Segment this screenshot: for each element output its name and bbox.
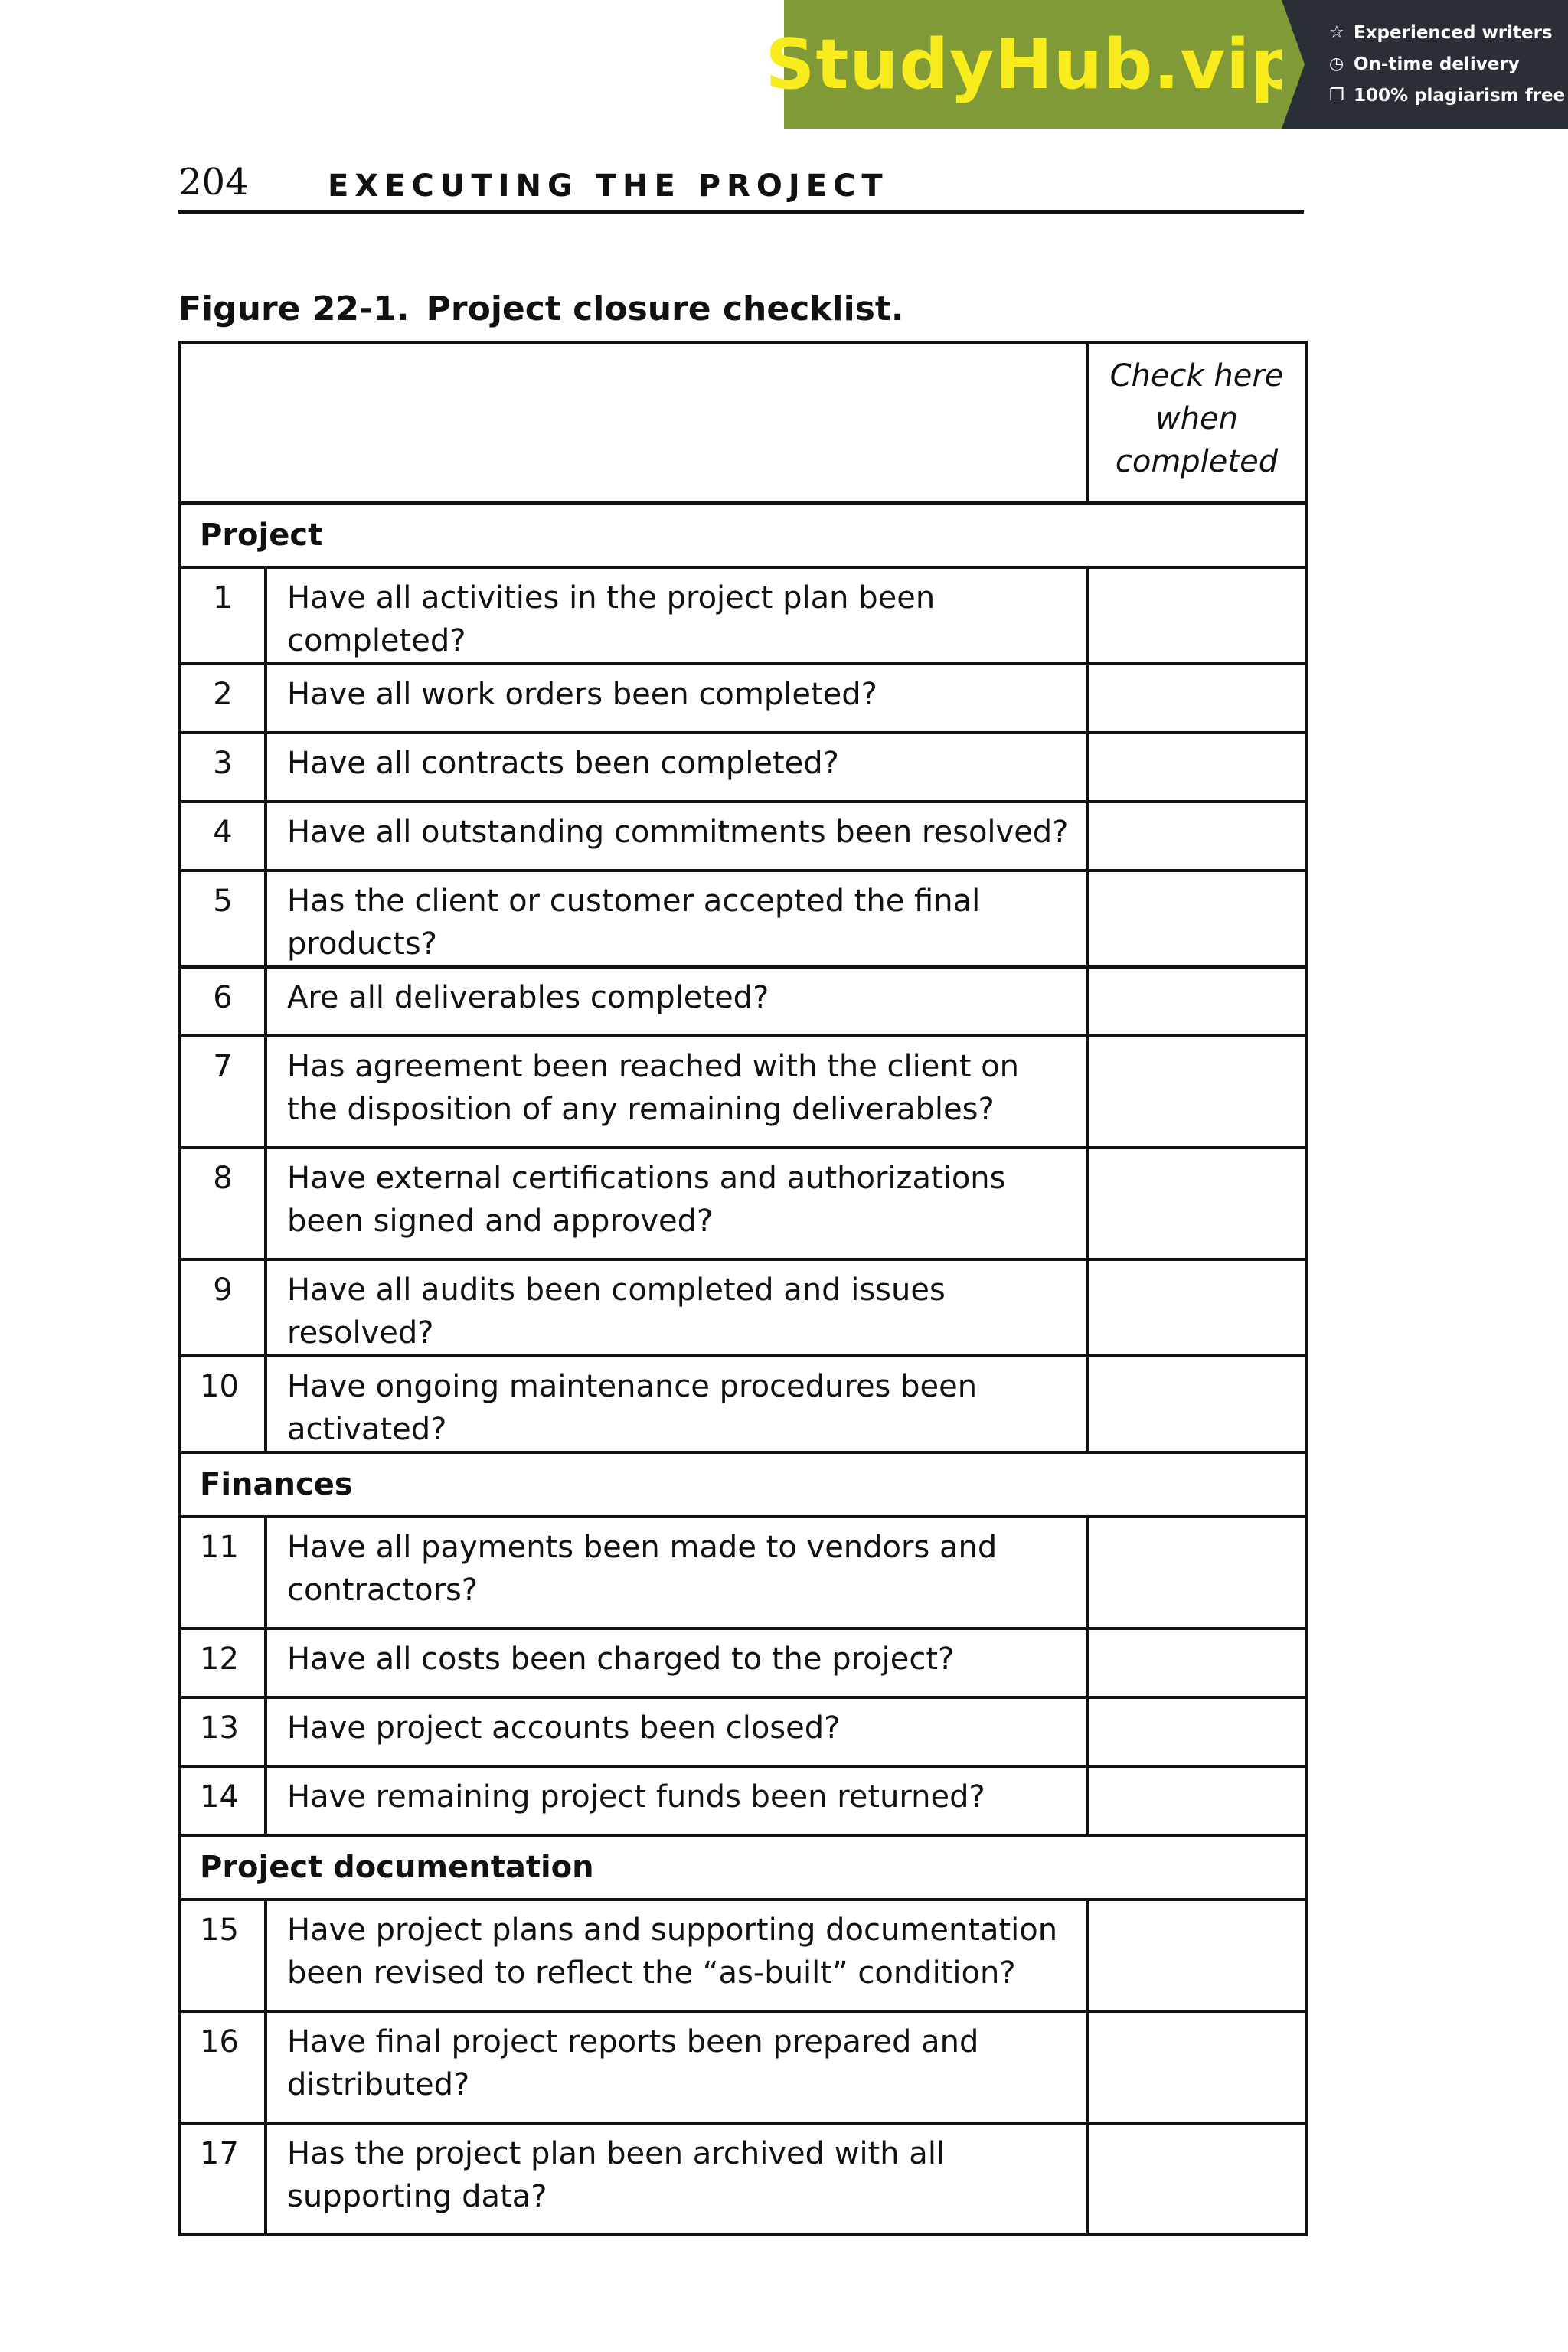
page-number: 204 (178, 161, 249, 204)
item-number: 1 (180, 567, 266, 664)
table-row (180, 733, 1306, 802)
item-question: Have all work orders been completed? (266, 664, 1087, 733)
table-row (180, 1766, 1306, 1835)
section-title: Project (180, 503, 1306, 567)
check-cell[interactable] (1087, 1628, 1306, 1697)
feature-item (1329, 17, 1568, 48)
check-cell[interactable] (1087, 871, 1306, 967)
item-question: Have project accounts been closed? (266, 1697, 1087, 1766)
table-row (180, 1036, 1306, 1148)
item-number: 9 (180, 1259, 266, 1356)
item-number: 10 (180, 1356, 266, 1452)
item-question: Have all payments been made to vendors and contractors? (266, 1517, 1087, 1628)
check-cell[interactable] (1087, 1766, 1306, 1835)
item-question: Have all contracts been completed? (266, 733, 1087, 802)
item-question: Has the client or customer accepted the final products? (266, 871, 1087, 967)
item-number: 4 (180, 802, 266, 871)
brand-name: StudyHub.vip (765, 24, 1301, 105)
item-number: 11 (180, 1517, 266, 1628)
table-row (180, 567, 1306, 664)
table-row (180, 1517, 1306, 1628)
item-number: 12 (180, 1628, 266, 1697)
document-icon: ❐ (1329, 86, 1344, 105)
check-cell[interactable] (1087, 802, 1306, 871)
section-row (180, 503, 1306, 567)
check-cell[interactable] (1087, 733, 1306, 802)
item-question: Have external certifications and authorizations been signed and approved? (266, 1148, 1087, 1259)
clock-icon: ◷ (1329, 54, 1344, 74)
item-number: 2 (180, 664, 266, 733)
item-question: Has the project plan been archived with all supporting data? (266, 2123, 1087, 2235)
header-blank-cell (180, 342, 1087, 503)
check-header-line: when (1155, 401, 1239, 436)
feature-list (1282, 0, 1568, 129)
table-row (180, 2123, 1306, 2235)
item-number: 14 (180, 1766, 266, 1835)
check-cell[interactable] (1087, 1259, 1306, 1356)
table-row (180, 1697, 1306, 1766)
check-cell[interactable] (1087, 1900, 1306, 2011)
check-cell[interactable] (1087, 1036, 1306, 1148)
item-question: Have all costs been charged to the project? (266, 1628, 1087, 1697)
item-number: 8 (180, 1148, 266, 1259)
check-cell[interactable] (1087, 1356, 1306, 1452)
table-header-row (180, 342, 1306, 503)
feature-text: On-time delivery (1354, 54, 1520, 74)
item-question: Have final project reports been prepared and distributed? (266, 2011, 1087, 2123)
table-row (180, 1900, 1306, 2011)
chapter-title: EXECUTING THE PROJECT (328, 168, 889, 204)
table-row (180, 664, 1306, 733)
check-header-line: Check here (1109, 358, 1284, 394)
figure-caption (178, 289, 904, 328)
item-question: Have remaining project funds been returned? (266, 1766, 1087, 1835)
table-row (180, 802, 1306, 871)
running-header (178, 161, 1304, 214)
check-cell[interactable] (1087, 567, 1306, 664)
item-number: 15 (180, 1900, 266, 2011)
item-number: 16 (180, 2011, 266, 2123)
check-cell[interactable] (1087, 1148, 1306, 1259)
table-row (180, 967, 1306, 1036)
check-column-header (1087, 342, 1306, 503)
section-row (180, 1452, 1306, 1517)
feature-item (1329, 48, 1568, 80)
check-cell[interactable] (1087, 967, 1306, 1036)
section-title: Project documentation (180, 1835, 1306, 1900)
table-row (180, 2011, 1306, 2123)
item-number: 13 (180, 1697, 266, 1766)
closure-checklist-table (178, 341, 1308, 2236)
item-question: Has agreement been reached with the client on the disposition of any remaining deliverables? (266, 1036, 1087, 1148)
item-question: Have project plans and supporting documentation been revised to reflect the “as-built” condition? (266, 1900, 1087, 2011)
table-row (180, 1259, 1306, 1356)
section-title: Finances (180, 1452, 1306, 1517)
check-cell[interactable] (1087, 2123, 1306, 2235)
item-number: 7 (180, 1036, 266, 1148)
check-cell[interactable] (1087, 2011, 1306, 2123)
figure-label: Figure 22-1. (178, 289, 410, 328)
star-icon: ☆ (1329, 23, 1344, 42)
item-number: 17 (180, 2123, 266, 2235)
table-row (180, 871, 1306, 967)
feature-text: Experienced writers (1354, 22, 1553, 43)
item-question: Have all outstanding commitments been resolved? (266, 802, 1087, 871)
check-cell[interactable] (1087, 664, 1306, 733)
item-question: Have all audits been completed and issues resolved? (266, 1259, 1087, 1356)
table-row (180, 1356, 1306, 1452)
check-cell[interactable] (1087, 1697, 1306, 1766)
section-row (180, 1835, 1306, 1900)
check-header-line: completed (1115, 444, 1279, 479)
feature-text: 100% plagiarism free (1354, 85, 1566, 106)
promo-banner[interactable] (765, 0, 1568, 129)
item-number: 6 (180, 967, 266, 1036)
item-question: Are all deliverables completed? (266, 967, 1087, 1036)
check-cell[interactable] (1087, 1517, 1306, 1628)
item-question: Have ongoing maintenance procedures been activated? (266, 1356, 1087, 1452)
item-question: Have all activities in the project plan been completed? (266, 567, 1087, 664)
table-row (180, 1148, 1306, 1259)
feature-item (1329, 80, 1568, 111)
table-row (180, 1628, 1306, 1697)
item-number: 5 (180, 871, 266, 967)
item-number: 3 (180, 733, 266, 802)
figure-title: Project closure checklist. (426, 289, 904, 328)
brand-logo[interactable] (765, 0, 1301, 129)
